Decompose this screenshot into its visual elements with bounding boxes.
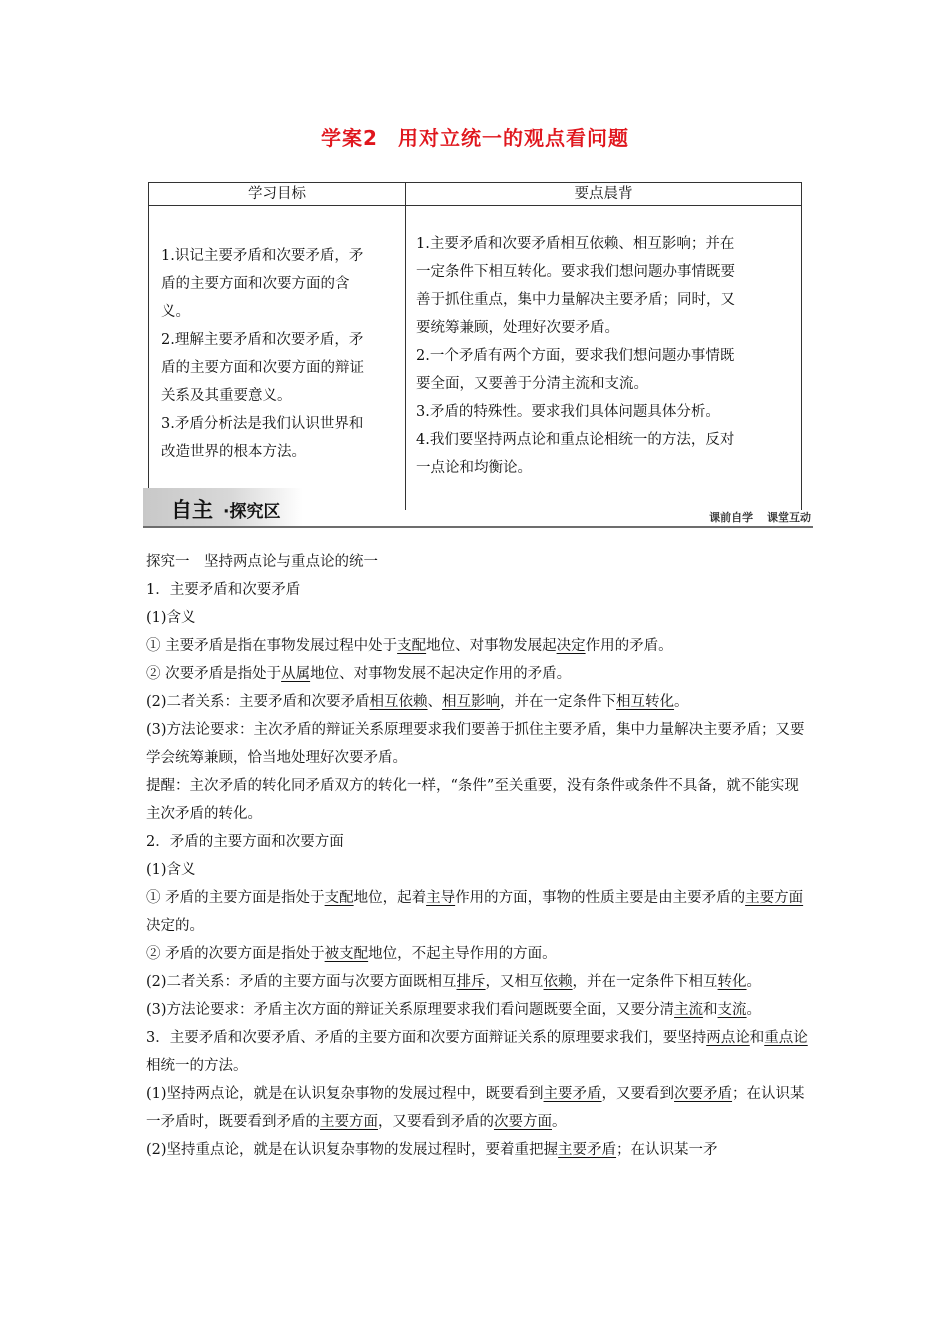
subheading-1: 1．主要矛盾和次要矛盾	[146, 582, 301, 598]
fill-blank-answer: 被支配	[324, 946, 369, 962]
objective-line: 1.识记主要矛盾和次要矛盾，矛	[161, 248, 364, 264]
paragraph: ① 矛盾的主要方面是指处于支配地位，起着主导作用的方面，事物的性质主要是由主要矛盾的主要方面决定的。	[146, 890, 804, 934]
goals-header-right: 要点晨背	[406, 183, 802, 206]
fill-blank-answer: 主流	[674, 1002, 704, 1018]
key-point-line: 3.矛盾的特殊性。要求我们具体问题具体分析。	[416, 404, 720, 420]
tag-pre-class: 课前自学	[709, 511, 754, 524]
key-points-cell	[406, 206, 802, 511]
subheading-2: 2．矛盾的主要方面和次要方面	[146, 834, 344, 850]
section-title-sub: ·探究区	[223, 502, 281, 522]
objective-line: 改造世界的根本方法。	[161, 444, 306, 460]
key-point-line: 4.我们要坚持两点论和重点论相统一的方法，反对	[416, 432, 735, 448]
fill-blank-answer: 依赖	[543, 974, 573, 990]
fill-blank-answer: 决定	[556, 638, 586, 654]
paragraph: (2)二者关系：矛盾的主要方面与次要方面既相互排斥，又相互依赖，并在一定条件下相互转化。	[146, 974, 762, 990]
title-lesson-number: 学案2	[321, 126, 378, 150]
fill-blank-answer: 次要矛盾	[674, 1086, 733, 1102]
title-topic: 用对立统一的观点看问题	[397, 126, 629, 150]
goals-header-left: 学习目标	[149, 183, 406, 206]
key-point-line: 一定条件下相互转化。要求我们想问题办事情既要	[416, 264, 735, 280]
fill-blank-answer: 相互转化	[616, 694, 675, 710]
section-title-strong: 自主	[171, 498, 213, 522]
inquiry-heading: 探究一 坚持两点论与重点论的统一	[146, 554, 378, 570]
fill-blank-answer: 次要方面	[494, 1114, 552, 1130]
key-point-line: 善于抓住重点，集中力量解决主要矛盾；同时，又	[416, 292, 735, 308]
fill-blank-answer: 主要方面	[320, 1114, 378, 1130]
goals-table	[148, 182, 802, 510]
fill-blank-answer: 排斥	[456, 974, 486, 990]
reminder-note: 提醒：主次矛盾的转化同矛盾双方的转化一样，“条件”至关重要，没有条件或条件不具备，就不能实现主次矛盾的转化。	[146, 778, 799, 822]
key-point-line: 要统筹兼顾，处理好次要矛盾。	[416, 320, 619, 336]
paragraph: 3．主要矛盾和次要矛盾、矛盾的主要方面和次要方面辩证关系的原理要求我们，要坚持两点论和重点论相统一的方法。	[146, 1030, 808, 1074]
objective-line: 盾的主要方面和次要方面的辩证	[161, 360, 364, 376]
fill-blank-answer: 支配	[324, 890, 354, 906]
body-content	[146, 548, 810, 1164]
objective-line: 2.理解主要矛盾和次要矛盾，矛	[161, 332, 364, 348]
learning-objectives-cell	[149, 206, 406, 511]
key-point-line: 一点论和均衡论。	[416, 460, 532, 476]
item-heading: (1)含义	[146, 862, 196, 878]
fill-blank-answer: 两点论	[706, 1030, 750, 1046]
fill-blank-answer: 主要矛盾	[558, 1142, 617, 1158]
item-heading: (1)含义	[146, 610, 196, 626]
paragraph: (3)方法论要求：主次矛盾的辩证关系原理要求我们要善于抓住主要矛盾，集中力量解决主要矛盾；又要学会统筹兼顾，恰当地处理好次要矛盾。	[146, 722, 805, 766]
objective-line: 3.矛盾分析法是我们认识世界和	[161, 416, 364, 432]
paragraph: (1)坚持两点论，就是在认识复杂事物的发展过程中，既要看到主要矛盾，又要看到次要矛盾；在认识某一矛盾时，既要看到矛盾的主要方面，又要看到矛盾的次要方面。	[146, 1086, 805, 1130]
paragraph: ① 主要矛盾是指在事物发展过程中处于支配地位、对事物发展起决定作用的矛盾。	[146, 638, 673, 654]
fill-blank-answer: 从属	[281, 666, 311, 682]
objective-line: 盾的主要方面和次要方面的含	[161, 276, 350, 292]
fill-blank-answer: 主导	[426, 890, 456, 906]
fill-blank-answer: 转化	[717, 974, 747, 990]
paragraph: (3)方法论要求：矛盾主次方面的辩证关系原理要求我们看问题既要全面，又要分清主流和支流。	[146, 1002, 762, 1018]
section-divider	[143, 526, 813, 528]
key-point-line: 2.一个矛盾有两个方面，要求我们想问题办事情既	[416, 348, 735, 364]
paragraph: (2)坚持重点论，就是在认识复杂事物的发展过程时，要着重把握主要矛盾；在认识某一矛	[146, 1142, 718, 1158]
fill-blank-answer: 主要方面	[745, 890, 804, 906]
page-title	[0, 122, 950, 151]
key-point-line: 1.主要矛盾和次要矛盾相互依赖、相互影响；并在	[416, 236, 735, 252]
fill-blank-answer: 支配	[397, 638, 427, 654]
fill-blank-answer: 支流	[717, 1002, 747, 1018]
paragraph: (2)二者关系：主要矛盾和次要矛盾相互依赖、相互影响，并在一定条件下相互转化。	[146, 694, 689, 710]
key-point-line: 要全面，又要善于分清主流和支流。	[416, 376, 648, 392]
objective-line: 关系及其重要意义。	[161, 388, 292, 404]
paragraph: ② 次要矛盾是指处于从属地位、对事物发展不起决定作用的矛盾。	[146, 666, 572, 682]
fill-blank-answer: 重点论	[764, 1030, 808, 1046]
section-tags	[709, 509, 811, 525]
fill-blank-answer: 主要矛盾	[543, 1086, 602, 1102]
paragraph: ② 矛盾的次要方面是指处于被支配地位，不起主导作用的方面。	[146, 946, 557, 962]
objective-line: 义。	[161, 304, 190, 320]
section-header	[143, 488, 813, 528]
tag-in-class: 课堂互动	[767, 511, 811, 524]
fill-blank-answer: 相互依赖	[369, 694, 428, 710]
fill-blank-answer: 相互影响	[442, 694, 501, 710]
